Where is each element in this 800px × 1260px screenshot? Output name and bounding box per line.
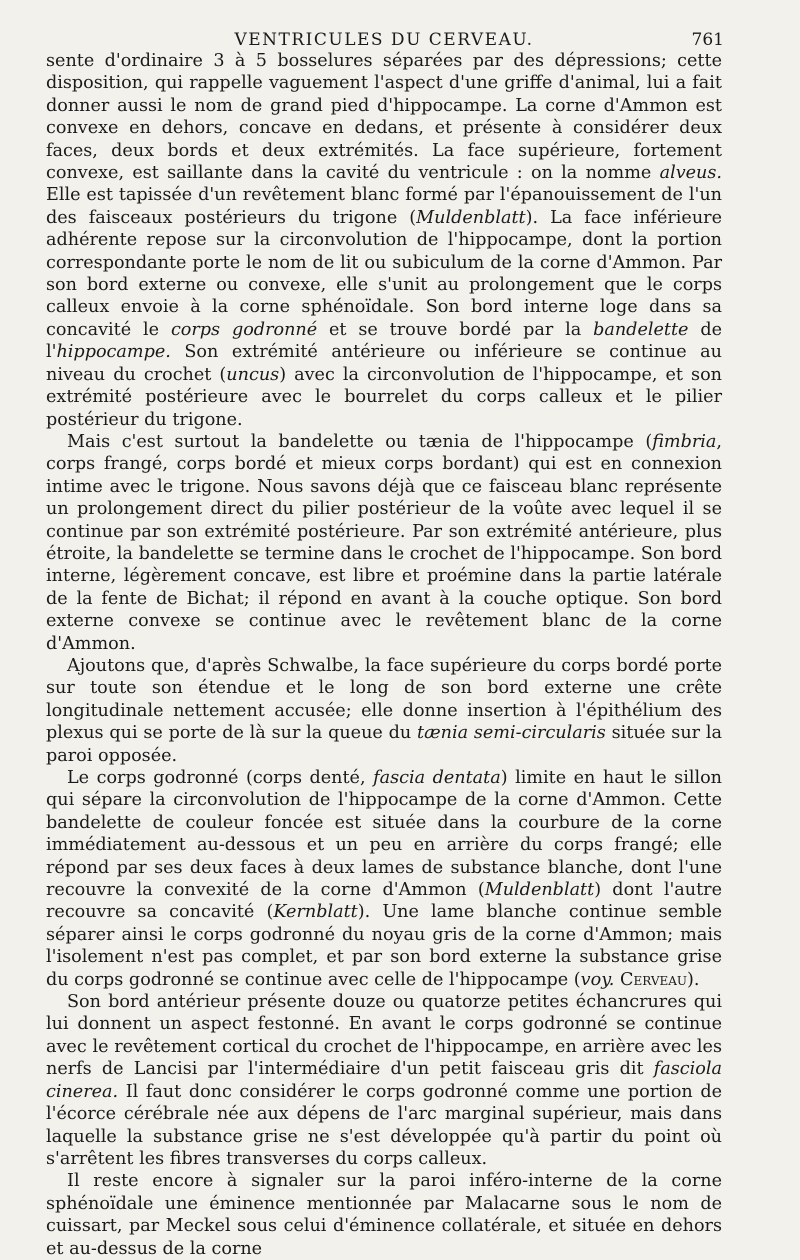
running-head xyxy=(46,0,722,50)
body-text xyxy=(46,50,722,1260)
running-title: VENTRICULES DU CERVEAU. xyxy=(234,30,534,50)
paragraph: Son bord antérieur présente douze ou quatorze petites échancrures qui lui donnent un aspect festonné. En avant le corps godronné se continue avec le revêtement cortical du crochet de l'hippocampe, en arrière avec les nerfs de Lancisi par l'intermédiaire d'un petit faisceau gris dit fasciola cinerea. Il faut donc considérer le corps godronné comme une portion de l'écorce cérébrale née aux dépens de l'arc marginal supérieur, mais dans laquelle la substance grise ne s'est développée qu'à partir du point où s'arrêtent les fibres transverses du corps calleux. xyxy=(46,992,722,1169)
paragraph: sente d'ordinaire 3 à 5 bosselures séparées par des dépressions; cette disposition, qui rappelle vaguement l'aspect d'une griffe d'animal, lui a fait donner aussi le nom de grand pied d'hippocampe. La corne d'Ammon est convexe en dehors, concave en dedans, et présente à considérer deux faces, deux bords et deux extrémités. La face supérieure, fortement convexe, est saillante dans la cavité du ventricule : on la nomme alveus. Elle est tapissée d'un revêtement blanc formé par l'épanouissement de l'un des faisceaux postérieurs du trigone (Muldenblatt). La face inférieure adhérente repose sur la circonvolution de l'hippocampe, dont la portion correspondante porte le nom de lit ou subiculum de la corne d'Ammon. Par son bord externe ou convexe, elle s'unit au prolongement que le corps calleux envoie à la corne sphénoïdale. Son bord interne loge dans sa concavité le corps godronné et se trouve bordé par la bandelette de l'hippocampe. Son extrémité antérieure ou inférieure se continue au niveau du crochet (uncus) avec la circonvolution de l'hippocampe, et son extrémité postérieure avec le bourrelet du corps calleux et le pilier postérieur du trigone. xyxy=(46,51,722,430)
paragraph: Ajoutons que, d'après Schwalbe, la face supérieure du corps bordé porte sur toute son étendue et le long de son bord externe une crête longitudinale nettement accusée; elle donne insertion à l'épithélium des plexus qui se porte de là sur la queue du tænia semi-circularis située sur la paroi opposée. xyxy=(46,655,722,766)
page-number: 761 xyxy=(691,30,724,50)
paragraph: Mais c'est surtout la bandelette ou tænia de l'hippocampe (fimbria, corps frangé, corps bordé et mieux corps bordant) qui est en connexion intime avec le trigone. Nous savons déjà que ce faisceau blanc représente un prolongement direct du pilier postérieur de la voûte avec lequel il se continue par son extrémité postérieure. Par son extrémité antérieure, plus étroite, la bandelette se termine dans le crochet de l'hippocampe. Son bord interne, légèrement concave, est libre et proémine dans la partie latérale de la fente de Bichat; il répond en avant à la couche optique. Son bord externe convexe se continue avec le revêtement blanc de la corne d'Ammon. xyxy=(46,431,722,654)
paragraph: Il reste encore à signaler sur la paroi inféro-interne de la corne sphénoïdale une éminence mentionnée par Malacarne sous le nom de cuissart, par Meckel sous celui d'éminence collatérale, et située en dehors et au-dessus de la corne xyxy=(46,1171,722,1259)
paragraph: Le corps godronné (corps denté, fascia dentata) limite en haut le sillon qui sépare la circonvolution de l'hippocampe de la corne d'Ammon. Cette bandelette de couleur foncée est située dans la courbure de la corne immédiatement au-dessous et un peu en arrière du corps frangé; elle répond par ses deux faces à deux lames de substance blanche, dont l'une recouvre la convexité de la corne d'Ammon (Muldenblatt) dont l'autre recouvre sa concavité (Kernblatt). Une lame blanche continue semble séparer ainsi le corps godronné du noyau gris de la corne d'Ammon; mais l'isolement n'est pas complet, et par son bord externe la substance grise du corps godronné se continue avec celle de l'hippocampe (voy. Cerveau). xyxy=(46,768,723,990)
